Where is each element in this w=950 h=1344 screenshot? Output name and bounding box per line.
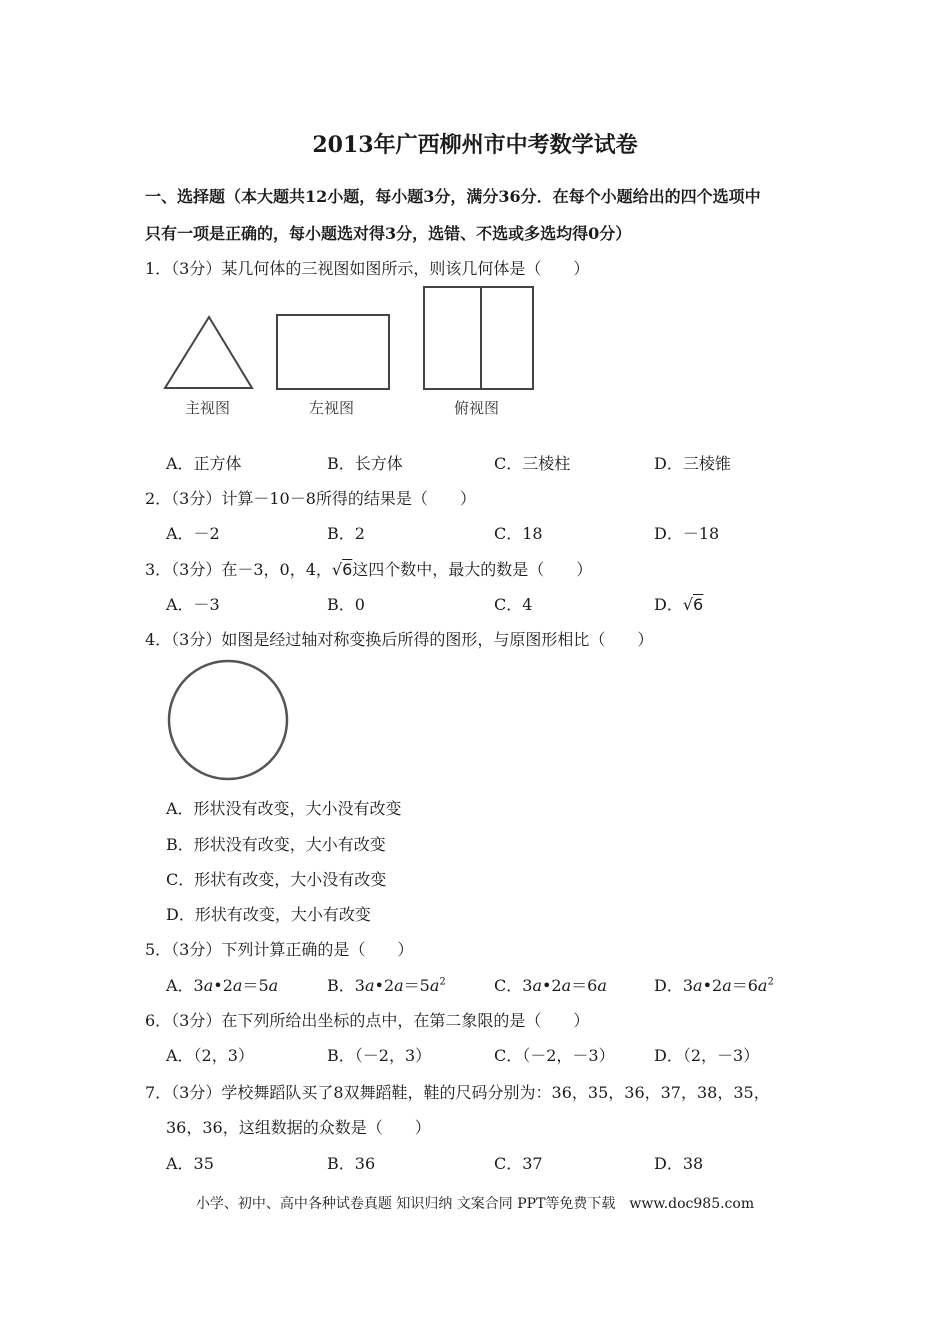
q5b-var1: a bbox=[364, 976, 375, 995]
q3-option-d[interactable] bbox=[654, 592, 703, 615]
q5b-prefix: B．3 bbox=[327, 976, 365, 995]
question-7-line1: 7．（3分）学校舞蹈队买了8双舞蹈鞋，鞋的尺码分别为：36，35，36，37，38，35， bbox=[145, 1083, 770, 1102]
q5d-eq: ＝6 bbox=[731, 976, 758, 995]
q4-option-d[interactable]: D．形状有改变，大小有改变 bbox=[166, 905, 371, 924]
q5-option-d[interactable] bbox=[654, 973, 774, 996]
q1-option-a[interactable]: A．正方体 bbox=[166, 454, 242, 473]
question-3 bbox=[145, 557, 592, 580]
q5a-var1: a bbox=[203, 976, 214, 995]
section-header-line1: 一、选择题（本大题共12小题，每小题3分，满分36分．在每个小题给出的四个选项中 bbox=[145, 187, 761, 206]
q6-option-c[interactable]: C．（－2，－3） bbox=[494, 1046, 615, 1065]
q3-text-before: 3．（3分）在－3，0，4， bbox=[145, 560, 332, 579]
question-4: 4．（3分）如图是经过轴对称变换后所得的图形，与原图形相比（ ） bbox=[145, 630, 654, 649]
q3-option-c[interactable]: C．4 bbox=[494, 595, 533, 614]
q5d-exponent: 2 bbox=[767, 976, 774, 988]
q1-option-c[interactable]: C．三棱柱 bbox=[494, 454, 571, 473]
top-view-caption: 俯视图 bbox=[454, 399, 500, 417]
page-title: 2013年广西柳州市中考数学试卷 bbox=[312, 132, 638, 158]
q2-option-c[interactable]: C．18 bbox=[494, 524, 543, 543]
q5b-var2: a bbox=[394, 976, 404, 995]
q5a-var3: a bbox=[268, 976, 279, 995]
q5c-var2: a bbox=[561, 976, 572, 995]
q5a-prefix: A．3 bbox=[166, 976, 204, 995]
q5a-var2: a bbox=[232, 976, 243, 995]
q6-option-a[interactable]: A．（2，3） bbox=[166, 1046, 254, 1065]
q6-option-d[interactable]: D．（2，－3） bbox=[654, 1046, 760, 1065]
q3-option-d-label: D． bbox=[654, 595, 683, 614]
q5c-mid: •2 bbox=[541, 976, 562, 995]
q5b-var3: a bbox=[429, 976, 440, 995]
question-6: 6．（3分）在下列所给出坐标的点中，在第二象限的是（ ） bbox=[145, 1011, 590, 1030]
q5-option-a[interactable] bbox=[166, 973, 278, 996]
q5a-eq: ＝5 bbox=[242, 976, 269, 995]
q5c-eq: ＝6 bbox=[571, 976, 598, 995]
q5c-var3: a bbox=[597, 976, 607, 995]
question-5: 5．（3分）下列计算正确的是（ ） bbox=[145, 940, 414, 959]
q5d-mid: •2 bbox=[702, 976, 723, 995]
q7-option-a[interactable]: A．35 bbox=[166, 1154, 214, 1173]
top-view-rectangle bbox=[424, 287, 533, 389]
q2-option-b[interactable]: B．2 bbox=[327, 524, 365, 543]
section-header-line2: 只有一项是正确的，每小题选对得3分，选错、不选或多选均得0分） bbox=[145, 224, 632, 243]
q3-text-after: 这四个数中，最大的数是（ ） bbox=[352, 560, 593, 579]
page-footer: 小学、初中、高中各种试卷真题 知识归纳 文案合同 PPT等免费下载 www.doc985.com bbox=[195, 1196, 755, 1212]
q4-option-a[interactable]: A．形状没有改变，大小没有改变 bbox=[166, 799, 402, 818]
sqrt-symbol-icon: √ bbox=[331, 560, 343, 579]
q5-option-c[interactable] bbox=[494, 973, 607, 996]
side-view-caption: 左视图 bbox=[309, 399, 355, 417]
three-view-figure bbox=[160, 284, 550, 394]
q7-option-d[interactable]: D．38 bbox=[654, 1154, 704, 1173]
q2-option-a[interactable]: A．－2 bbox=[166, 524, 220, 543]
q5c-prefix: C．3 bbox=[494, 976, 533, 995]
q1-option-b[interactable]: B．长方体 bbox=[327, 454, 403, 473]
q5b-mid: •2 bbox=[374, 976, 395, 995]
question-7-line2: 36，36，这组数据的众数是（ ） bbox=[166, 1118, 431, 1137]
q4-option-c[interactable]: C．形状有改变，大小没有改变 bbox=[166, 870, 387, 889]
question-1: 1．（3分）某几何体的三视图如图所示，则该几何体是（ ） bbox=[145, 259, 590, 278]
q3-option-d-radicand: 6 bbox=[693, 595, 704, 614]
front-view-triangle bbox=[165, 317, 252, 388]
q2-option-d[interactable]: D．－18 bbox=[654, 524, 720, 543]
q5d-var1: a bbox=[693, 976, 703, 995]
q5-option-b[interactable] bbox=[327, 973, 446, 996]
front-view-caption: 主视图 bbox=[185, 399, 231, 417]
q5a-mid: •2 bbox=[213, 976, 233, 995]
side-view-rectangle bbox=[277, 315, 389, 389]
circle-figure bbox=[164, 657, 294, 783]
q5b-exponent: 2 bbox=[439, 976, 446, 988]
q3-option-b[interactable]: B．0 bbox=[327, 595, 365, 614]
q3-option-a[interactable]: A．－3 bbox=[166, 595, 220, 614]
question-2: 2．（3分）计算－10－8所得的结果是（ ） bbox=[145, 489, 476, 508]
sqrt-symbol-icon: √ bbox=[682, 595, 694, 614]
q3-radicand: 6 bbox=[342, 560, 353, 579]
q5d-var3: a bbox=[757, 976, 768, 995]
q1-option-d[interactable]: D．三棱锥 bbox=[654, 454, 731, 473]
q5d-prefix: D．3 bbox=[654, 976, 694, 995]
q4-option-b[interactable]: B．形状没有改变，大小有改变 bbox=[166, 835, 386, 854]
q5c-var1: a bbox=[532, 976, 542, 995]
q7-option-c[interactable]: C．37 bbox=[494, 1154, 543, 1173]
q5b-eq: ＝5 bbox=[403, 976, 430, 995]
q7-option-b[interactable]: B．36 bbox=[327, 1154, 376, 1173]
q5d-var2: a bbox=[722, 976, 732, 995]
q6-option-b[interactable]: B．（－2，3） bbox=[327, 1046, 432, 1065]
